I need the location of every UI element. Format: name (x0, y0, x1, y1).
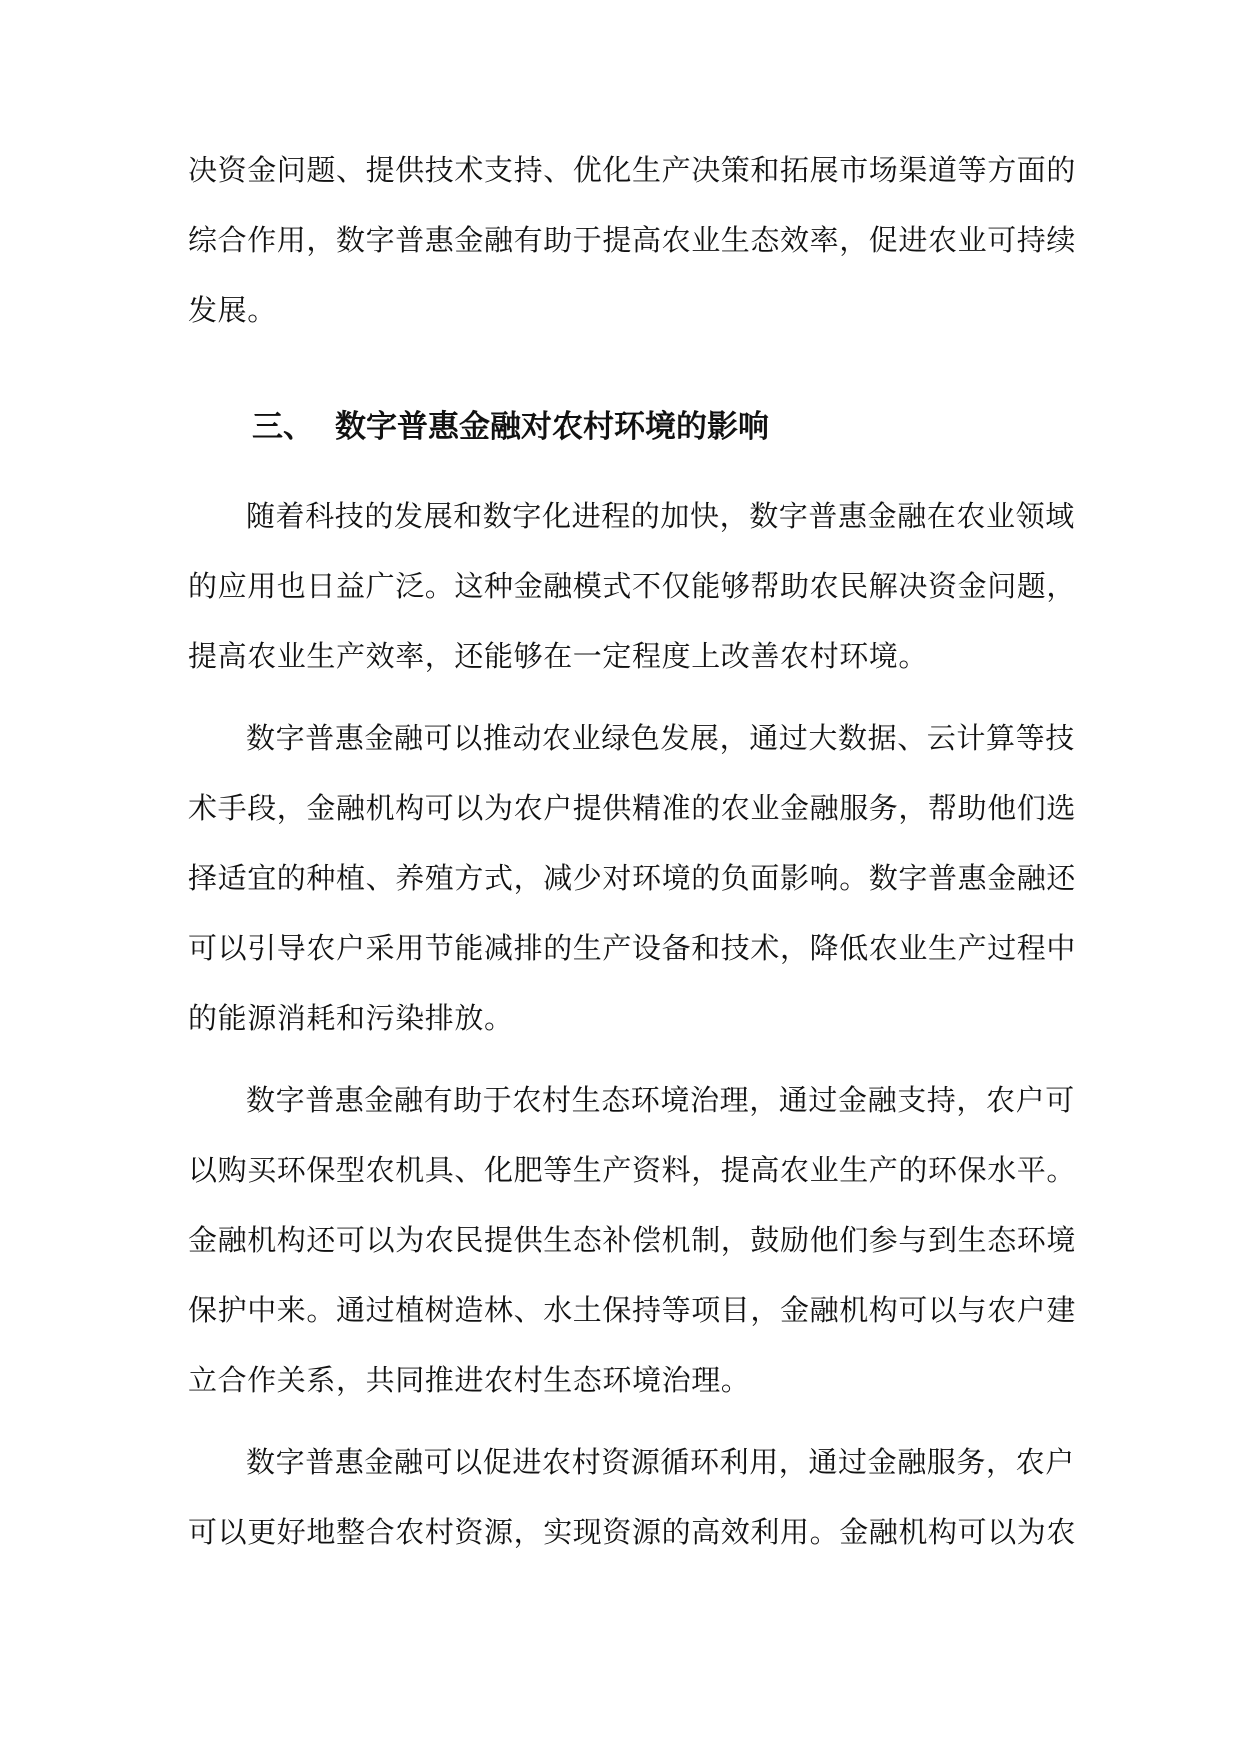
paragraph-line: 提高农业生产效率，还能够在一定程度上改善农村环境。 (188, 639, 929, 673)
paragraph-line: 保护中来。通过植树造林、水土保持等项目，金融机构可以与农户建 (188, 1293, 1077, 1327)
section-heading (252, 406, 769, 448)
paragraph-line: 决资金问题、提供技术支持、优化生产决策和拓展市场渠道等方面的 (188, 153, 1077, 187)
paragraph-line: 数字普惠金融可以推动农业绿色发展，通过大数据、云计算等技 (246, 721, 1075, 755)
paragraph-line: 数字普惠金融可以促进农村资源循环利用，通过金融服务，农户 (246, 1445, 1075, 1479)
paragraph-line: 的能源消耗和污染排放。 (188, 1001, 514, 1035)
paragraph-line: 发展。 (188, 293, 277, 327)
paragraph-line: 立合作关系，共同推进农村生态环境治理。 (188, 1363, 751, 1397)
paragraph-line: 以购买环保型农机具、化肥等生产资料，提高农业生产的环保水平。 (188, 1153, 1077, 1187)
paragraph-line: 择适宜的种植、养殖方式，减少对环境的负面影响。数字普惠金融还 (188, 861, 1077, 895)
paragraph-line: 综合作用，数字普惠金融有助于提高农业生态效率，促进农业可持续 (188, 223, 1077, 257)
paragraph-line: 可以更好地整合农村资源，实现资源的高效利用。金融机构可以为农 (188, 1515, 1077, 1549)
section-title: 数字普惠金融对农村环境的影响 (335, 409, 769, 445)
paragraph-line: 术手段，金融机构可以为农户提供精准的农业金融服务，帮助他们选 (188, 791, 1077, 825)
paragraph-line: 可以引导农户采用节能减排的生产设备和技术，降低农业生产过程中 (188, 931, 1077, 965)
paragraph-line: 数字普惠金融有助于农村生态环境治理，通过金融支持，农户可 (246, 1083, 1075, 1117)
section-number: 三、 (252, 409, 314, 445)
paragraph-line: 金融机构还可以为农民提供生态补偿机制，鼓励他们参与到生态环境 (188, 1223, 1077, 1257)
paragraph-line: 随着科技的发展和数字化进程的加快，数字普惠金融在农业领域 (246, 499, 1075, 533)
paragraph-line: 的应用也日益广泛。这种金融模式不仅能够帮助农民解决资金问题， (188, 569, 1077, 603)
